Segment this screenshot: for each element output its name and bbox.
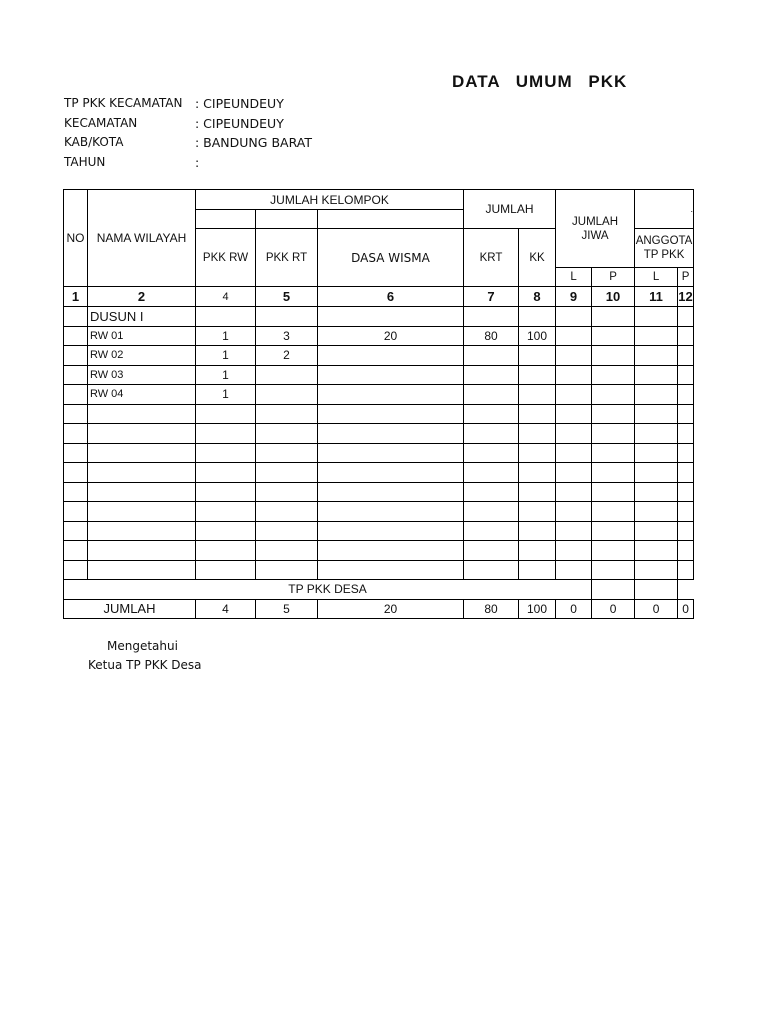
table-cell — [556, 326, 592, 346]
pkk-rt-value: 2 — [256, 346, 318, 366]
header-anggota-l: L — [635, 268, 678, 287]
table-cell — [64, 521, 88, 541]
table-cell — [556, 502, 592, 522]
header-jumlah-jiwa-label: JUMLAH JIWA — [572, 215, 619, 242]
header-kk: KK — [519, 229, 556, 287]
column-number: 7 — [464, 287, 519, 307]
table-cell — [88, 404, 196, 424]
table-cell — [318, 424, 464, 444]
column-number: 11 — [635, 287, 678, 307]
header-jiwa-l: L — [556, 268, 592, 287]
table-cell — [256, 404, 318, 424]
table-cell — [556, 560, 592, 580]
table-cell — [196, 307, 256, 327]
table-cell — [88, 502, 196, 522]
pkk-rt-value — [256, 365, 318, 385]
table-cell — [635, 482, 678, 502]
table-cell — [464, 404, 519, 424]
column-number: 1 — [64, 287, 88, 307]
info-value: : CIPEUNDEUY — [195, 115, 284, 131]
empty-row — [64, 463, 694, 483]
data-table-wrapper — [63, 189, 694, 617]
table-cell — [318, 404, 464, 424]
empty-row — [64, 482, 694, 502]
table-cell — [519, 521, 556, 541]
table-cell — [678, 521, 694, 541]
total-value: 0 — [635, 599, 678, 619]
table-cell — [592, 463, 635, 483]
table-cell — [635, 424, 678, 444]
table-cell — [318, 502, 464, 522]
krt-value — [464, 385, 519, 405]
table-cell — [464, 307, 519, 327]
header-no: NO — [64, 190, 88, 287]
ketua-label: Ketua TP PKK Desa — [88, 658, 202, 672]
tp-pkk-desa-row — [64, 580, 694, 600]
table-cell — [64, 326, 88, 346]
table-cell — [519, 560, 556, 580]
dasa-wisma-value — [318, 365, 464, 385]
table-cell — [88, 541, 196, 561]
table-cell — [196, 560, 256, 580]
table-cell — [196, 502, 256, 522]
table-cell — [592, 580, 635, 600]
header-blank-cell — [196, 210, 256, 229]
table-cell — [64, 463, 88, 483]
pkk-rt-value: 3 — [256, 326, 318, 346]
rw-name: RW 03 — [88, 365, 196, 385]
rw-name: RW 04 — [88, 385, 196, 405]
table-cell — [556, 307, 592, 327]
table-cell — [592, 346, 635, 366]
table-cell — [592, 365, 635, 385]
table-cell — [318, 307, 464, 327]
krt-value — [464, 346, 519, 366]
pkk-rt-value — [256, 385, 318, 405]
empty-row — [64, 502, 694, 522]
table-cell — [318, 482, 464, 502]
table-cell — [635, 541, 678, 561]
table-body — [64, 307, 694, 619]
column-number: 9 — [556, 287, 592, 307]
table-cell — [635, 365, 678, 385]
table-cell — [592, 443, 635, 463]
table-cell — [464, 424, 519, 444]
table-cell — [64, 365, 88, 385]
header-jumlah-jiwa — [556, 190, 635, 268]
table-cell — [196, 404, 256, 424]
table-cell — [464, 463, 519, 483]
table-row — [64, 385, 694, 405]
total-label: JUMLAH — [64, 599, 196, 619]
table-cell — [592, 404, 635, 424]
table-cell — [88, 482, 196, 502]
table-cell — [556, 365, 592, 385]
table-cell — [519, 424, 556, 444]
table-cell — [519, 463, 556, 483]
table-cell — [592, 560, 635, 580]
header-blank-cell — [318, 210, 464, 229]
table-cell — [64, 385, 88, 405]
empty-row — [64, 404, 694, 424]
table-cell — [678, 326, 694, 346]
table-cell — [635, 502, 678, 522]
table-cell — [519, 502, 556, 522]
header-cut-cell: . — [635, 190, 694, 229]
table-cell — [592, 482, 635, 502]
table-cell — [556, 482, 592, 502]
table-cell — [196, 541, 256, 561]
krt-value — [464, 365, 519, 385]
empty-row — [64, 521, 694, 541]
table-cell — [519, 482, 556, 502]
table-cell — [678, 385, 694, 405]
table-cell — [256, 307, 318, 327]
table-cell — [635, 385, 678, 405]
table-cell — [635, 346, 678, 366]
table-cell — [556, 521, 592, 541]
table-cell — [64, 502, 88, 522]
table-cell — [256, 482, 318, 502]
table-cell — [196, 482, 256, 502]
table-cell — [318, 463, 464, 483]
table-cell — [678, 424, 694, 444]
table-cell — [556, 346, 592, 366]
table-cell — [196, 463, 256, 483]
table-cell — [464, 443, 519, 463]
table-cell — [556, 424, 592, 444]
table-cell — [556, 443, 592, 463]
table-cell — [592, 326, 635, 346]
table-cell — [678, 365, 694, 385]
table-cell — [464, 482, 519, 502]
table-cell — [256, 463, 318, 483]
dusun-name: DUSUN I — [88, 307, 196, 327]
table-cell — [556, 463, 592, 483]
table-cell — [464, 541, 519, 561]
table-cell — [64, 482, 88, 502]
table-cell — [635, 443, 678, 463]
mengetahui-label: Mengetahui — [107, 639, 178, 653]
table-cell — [556, 541, 592, 561]
table-cell — [635, 463, 678, 483]
table-cell — [678, 482, 694, 502]
pkk-rw-value: 1 — [196, 365, 256, 385]
header-anggota-p: P — [678, 268, 694, 287]
table-cell — [556, 404, 592, 424]
table-cell — [64, 307, 88, 327]
info-label: KECAMATAN — [64, 115, 138, 130]
table-cell — [64, 404, 88, 424]
table-cell — [635, 404, 678, 424]
kk-value — [519, 385, 556, 405]
table-cell — [196, 424, 256, 444]
table-cell — [519, 307, 556, 327]
table-cell — [678, 307, 694, 327]
dasa-wisma-value — [318, 346, 464, 366]
header-krt: KRT — [464, 229, 519, 287]
rw-name: RW 01 — [88, 326, 196, 346]
column-number: 4 — [196, 287, 256, 307]
header-dasa-wisma: DASA WISMA — [318, 229, 464, 287]
table-cell — [318, 521, 464, 541]
data-table — [63, 189, 694, 619]
table-cell — [256, 443, 318, 463]
empty-row — [64, 541, 694, 561]
total-value: 80 — [464, 599, 519, 619]
column-number: 2 — [88, 287, 196, 307]
table-cell — [64, 346, 88, 366]
table-cell — [464, 502, 519, 522]
table-cell — [678, 560, 694, 580]
table-cell — [256, 560, 318, 580]
table-cell — [519, 404, 556, 424]
table-cell — [196, 443, 256, 463]
table-cell — [592, 521, 635, 541]
header-pkk-rt: PKK RT — [256, 229, 318, 287]
table-cell — [635, 580, 678, 600]
table-cell — [318, 541, 464, 561]
rw-name: RW 02 — [88, 346, 196, 366]
table-cell — [635, 307, 678, 327]
column-number: 8 — [519, 287, 556, 307]
header-blank-cell — [256, 210, 318, 229]
info-value: : — [195, 154, 200, 170]
table-cell — [635, 521, 678, 541]
table-cell — [592, 502, 635, 522]
total-value: 0 — [556, 599, 592, 619]
table-cell — [635, 560, 678, 580]
table-cell — [256, 424, 318, 444]
table-cell — [318, 560, 464, 580]
table-row — [64, 365, 694, 385]
table-cell — [592, 385, 635, 405]
pkk-rw-value: 1 — [196, 346, 256, 366]
table-row — [64, 326, 694, 346]
table-cell — [678, 346, 694, 366]
kk-value — [519, 365, 556, 385]
table-cell — [592, 307, 635, 327]
table-cell — [256, 502, 318, 522]
table-cell — [556, 385, 592, 405]
table-cell — [519, 443, 556, 463]
tp-pkk-desa-label: TP PKK DESA — [64, 580, 592, 600]
column-number: 12 — [678, 287, 694, 307]
document-title: DATA UMUM PKK — [452, 72, 628, 91]
total-value: 5 — [256, 599, 318, 619]
table-cell — [592, 541, 635, 561]
header-jumlah: JUMLAH — [464, 190, 556, 229]
total-row — [64, 599, 694, 619]
table-cell — [592, 424, 635, 444]
table-cell — [64, 424, 88, 444]
table-row — [64, 346, 694, 366]
info-label: KAB/KOTA — [64, 135, 124, 149]
dusun-row — [64, 307, 694, 327]
pkk-rw-value: 1 — [196, 326, 256, 346]
header-pkk-rw: PKK RW — [196, 229, 256, 287]
total-value: 4 — [196, 599, 256, 619]
column-number: 5 — [256, 287, 318, 307]
table-cell — [64, 541, 88, 561]
total-value: 100 — [519, 599, 556, 619]
info-value: : BANDUNG BARAT — [195, 135, 312, 150]
empty-row — [64, 424, 694, 444]
table-cell — [88, 443, 196, 463]
header-nama-wilayah: NAMA WILAYAH — [88, 190, 196, 287]
table-cell — [256, 521, 318, 541]
krt-value: 80 — [464, 326, 519, 346]
total-value: 0 — [592, 599, 635, 619]
table-cell — [88, 521, 196, 541]
header-jumlah-kelompok: JUMLAH KELOMPOK — [196, 190, 464, 210]
table-cell — [678, 502, 694, 522]
info-label: TP PKK KECAMATAN — [64, 96, 183, 110]
dasa-wisma-value — [318, 385, 464, 405]
table-cell — [256, 541, 318, 561]
kk-value: 100 — [519, 326, 556, 346]
table-cell — [678, 541, 694, 561]
table-cell — [88, 560, 196, 580]
header-anggota-tp-pkk: ANGGOTA TP PKK — [635, 229, 694, 268]
column-number: 10 — [592, 287, 635, 307]
dasa-wisma-value: 20 — [318, 326, 464, 346]
table-cell — [64, 560, 88, 580]
table-cell — [635, 326, 678, 346]
table-cell — [64, 443, 88, 463]
table-cell — [88, 463, 196, 483]
table-cell — [678, 443, 694, 463]
header-jiwa-p: P — [592, 268, 635, 287]
total-value: 0 — [678, 599, 694, 619]
column-number: 6 — [318, 287, 464, 307]
table-cell — [464, 560, 519, 580]
table-cell — [318, 443, 464, 463]
total-value: 20 — [318, 599, 464, 619]
empty-row — [64, 443, 694, 463]
table-cell — [519, 541, 556, 561]
empty-row — [64, 560, 694, 580]
kk-value — [519, 346, 556, 366]
table-cell — [678, 404, 694, 424]
table-cell — [196, 521, 256, 541]
table-cell — [464, 521, 519, 541]
info-label: TAHUN — [64, 154, 106, 169]
pkk-rw-value: 1 — [196, 385, 256, 405]
info-value: : CIPEUNDEUY — [195, 96, 284, 111]
table-cell — [678, 463, 694, 483]
table-cell — [88, 424, 196, 444]
